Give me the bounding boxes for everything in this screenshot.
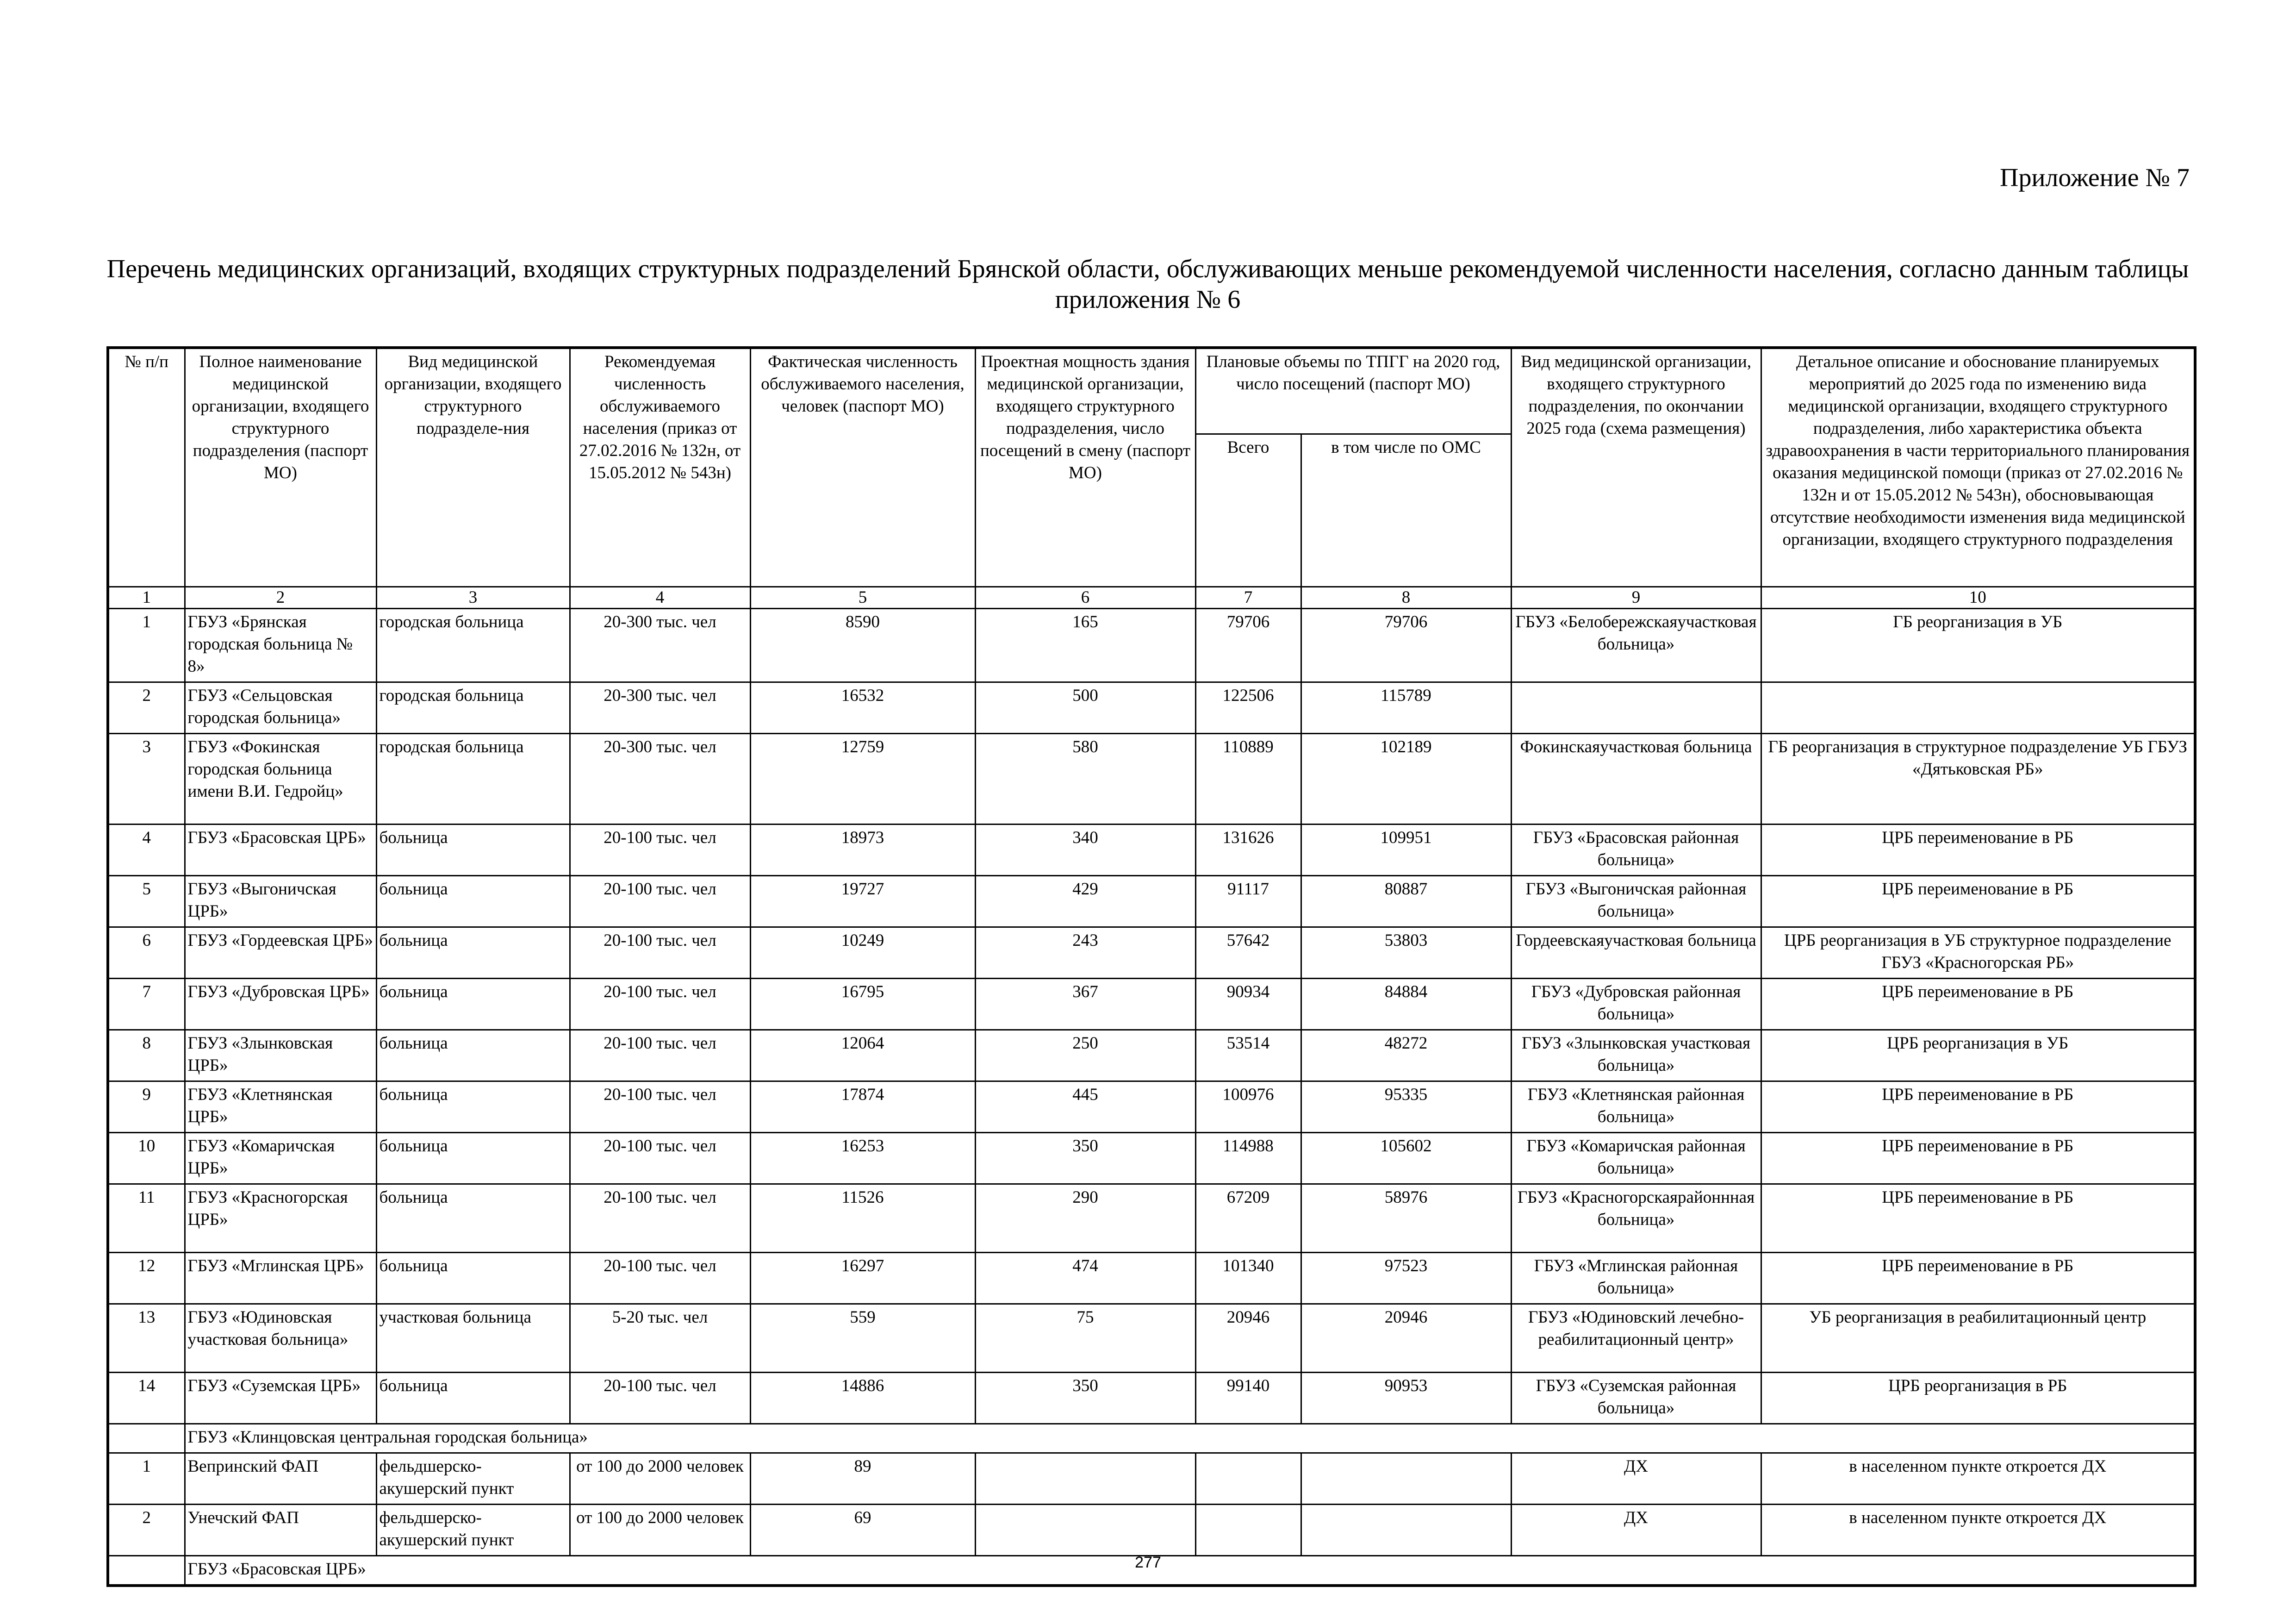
cell-description: ЦРБ переименование в РБ (1761, 1081, 2195, 1133)
column-numbers-row (108, 587, 2195, 609)
cell-description: ЦРБ переименование в РБ (1761, 1253, 2195, 1304)
cell-type: городская больница (376, 682, 570, 734)
cell-actual: 17874 (750, 1081, 975, 1133)
table-row (108, 1505, 2195, 1556)
header-planned: Плановые объемы по ТПГГ на 2020 год, число посещений (паспорт МО) (1195, 348, 1511, 434)
header-planned-total: Всего (1195, 434, 1301, 587)
header-name: Полное наименование медицинской организации, входящего структурного подразделения (паспорт МО) (185, 348, 376, 587)
cell-type: больница (376, 979, 570, 1030)
column-number: 5 (750, 587, 975, 609)
cell-type-2025: ГБУЗ «Мглинская районная больница» (1511, 1253, 1761, 1304)
cell-total: 99140 (1195, 1373, 1301, 1424)
cell-capacity: 250 (975, 1030, 1195, 1081)
cell-name: ГБУЗ «Сельцовская городская больница» (185, 682, 376, 734)
cell-oms: 90953 (1301, 1373, 1511, 1424)
cell-actual: 11526 (750, 1184, 975, 1253)
cell-type: городская больница (376, 734, 570, 824)
cell-description: ГБ реорганизация в структурное подразделение УБ ГБУЗ «Дятьковская РБ» (1761, 734, 2195, 824)
cell-type: больница (376, 1373, 570, 1424)
cell-actual: 16532 (750, 682, 975, 734)
cell-type: больница (376, 1133, 570, 1184)
cell-description: ЦРБ реорганизация в УБ (1761, 1030, 2195, 1081)
cell-name: Вепринский ФАП (185, 1453, 376, 1505)
cell-recommended: 20-300 тыс. чел (570, 609, 750, 682)
cell-description: ЦРБ переименование в РБ (1761, 1133, 2195, 1184)
cell-oms: 109951 (1301, 824, 1511, 876)
header-type: Вид медицинской организации, входящего структурного подразделе-ния (376, 348, 570, 587)
cell-capacity (975, 1505, 1195, 1556)
cell-recommended: 20-100 тыс. чел (570, 1253, 750, 1304)
cell-total (1195, 1453, 1301, 1505)
cell-total: 122506 (1195, 682, 1301, 734)
table-row (108, 1184, 2195, 1253)
cell-type-2025: ГБУЗ «Выгоничская районная больница» (1511, 876, 1761, 927)
cell-total: 100976 (1195, 1081, 1301, 1133)
section-number-cell (108, 1424, 185, 1453)
header-no: № п/п (108, 348, 185, 587)
cell-type: больница (376, 1253, 570, 1304)
header-row (108, 348, 2195, 434)
header-actual: Фактическая численность обслуживаемого населения, человек (паспорт МО) (750, 348, 975, 587)
cell-no: 4 (108, 824, 185, 876)
cell-name: ГБУЗ «Дубровская ЦРБ» (185, 979, 376, 1030)
cell-capacity: 500 (975, 682, 1195, 734)
cell-total: 101340 (1195, 1253, 1301, 1304)
cell-total: 57642 (1195, 927, 1301, 979)
section-row (108, 1424, 2195, 1453)
table-row (108, 609, 2195, 682)
cell-actual: 16795 (750, 979, 975, 1030)
table-row (108, 824, 2195, 876)
cell-type: больница (376, 1184, 570, 1253)
column-number: 6 (975, 587, 1195, 609)
cell-recommended: 20-100 тыс. чел (570, 979, 750, 1030)
cell-no: 6 (108, 927, 185, 979)
cell-no: 8 (108, 1030, 185, 1081)
cell-total: 90934 (1195, 979, 1301, 1030)
cell-description: ЦРБ переименование в РБ (1761, 824, 2195, 876)
cell-type-2025: Фокинскаяучастковая больница (1511, 734, 1761, 824)
header-capacity: Проектная мощность здания медицинской организации, входящего структурного подразделения, число посещений в смену (паспорт МО) (975, 348, 1195, 587)
cell-capacity: 367 (975, 979, 1195, 1030)
cell-type: фельдшерско-акушерский пункт (376, 1505, 570, 1556)
cell-capacity: 165 (975, 609, 1195, 682)
cell-type: городская больница (376, 609, 570, 682)
table-row (108, 682, 2195, 734)
cell-recommended: 20-100 тыс. чел (570, 1373, 750, 1424)
cell-type-2025: ГБУЗ «Красногорскаярайоннная больница» (1511, 1184, 1761, 1253)
column-number: 4 (570, 587, 750, 609)
cell-capacity: 75 (975, 1304, 1195, 1373)
cell-capacity: 580 (975, 734, 1195, 824)
cell-no: 1 (108, 609, 185, 682)
cell-oms: 115789 (1301, 682, 1511, 734)
cell-capacity: 350 (975, 1373, 1195, 1424)
cell-actual: 8590 (750, 609, 975, 682)
cell-name: ГБУЗ «Клетнянская ЦРБ» (185, 1081, 376, 1133)
cell-oms: 97523 (1301, 1253, 1511, 1304)
cell-type: участковая больница (376, 1304, 570, 1373)
cell-actual: 10249 (750, 927, 975, 979)
table-row (108, 1030, 2195, 1081)
cell-no: 2 (108, 682, 185, 734)
cell-oms: 84884 (1301, 979, 1511, 1030)
cell-type-2025: ГБУЗ «Брасовская районная больница» (1511, 824, 1761, 876)
cell-capacity: 350 (975, 1133, 1195, 1184)
cell-recommended: 20-300 тыс. чел (570, 734, 750, 824)
cell-type: больница (376, 927, 570, 979)
column-number: 2 (185, 587, 376, 609)
cell-description: ЦРБ реорганизация в УБ структурное подразделение ГБУЗ «Красногорская РБ» (1761, 927, 2195, 979)
cell-total: 114988 (1195, 1133, 1301, 1184)
cell-capacity: 243 (975, 927, 1195, 979)
appendix-label: Приложение № 7 (2000, 163, 2190, 192)
cell-oms (1301, 1453, 1511, 1505)
cell-no: 1 (108, 1453, 185, 1505)
cell-type: больница (376, 1030, 570, 1081)
cell-actual: 69 (750, 1505, 975, 1556)
cell-actual: 18973 (750, 824, 975, 876)
cell-name: ГБУЗ «Юдиновская участковая больница» (185, 1304, 376, 1373)
cell-no: 3 (108, 734, 185, 824)
cell-type: фельдшерско-акушерский пункт (376, 1453, 570, 1505)
cell-actual: 12759 (750, 734, 975, 824)
cell-description: в населенном пункте откроется ДХ (1761, 1505, 2195, 1556)
cell-no: 12 (108, 1253, 185, 1304)
cell-name: ГБУЗ «Красногорская ЦРБ» (185, 1184, 376, 1253)
cell-actual: 12064 (750, 1030, 975, 1081)
table-body (108, 587, 2195, 1586)
table-row (108, 1373, 2195, 1424)
document-title: Перечень медицинских организаций, входящих структурных подразделений Брянской области, обслуживающих меньше рекомендуемой численности населения, согласно данным таблицы приложения № 6 (106, 255, 2189, 314)
cell-capacity (975, 1453, 1195, 1505)
cell-no: 5 (108, 876, 185, 927)
column-number: 1 (108, 587, 185, 609)
cell-name: ГБУЗ «Злынковская ЦРБ» (185, 1030, 376, 1081)
cell-actual: 19727 (750, 876, 975, 927)
cell-oms: 53803 (1301, 927, 1511, 979)
section-title: ГБУЗ «Клинцовская центральная городская больница» (185, 1424, 2195, 1453)
cell-no: 7 (108, 979, 185, 1030)
cell-type: больница (376, 824, 570, 876)
cell-total: 110889 (1195, 734, 1301, 824)
cell-recommended: 20-100 тыс. чел (570, 1133, 750, 1184)
cell-recommended: 20-100 тыс. чел (570, 1081, 750, 1133)
cell-oms: 80887 (1301, 876, 1511, 927)
cell-type: больница (376, 876, 570, 927)
cell-oms: 105602 (1301, 1133, 1511, 1184)
cell-name: ГБУЗ «Мглинская ЦРБ» (185, 1253, 376, 1304)
cell-name: Унечский ФАП (185, 1505, 376, 1556)
organizations-table (106, 346, 2196, 1587)
cell-actual: 14886 (750, 1373, 975, 1424)
cell-no: 14 (108, 1373, 185, 1424)
header-planned-oms: в том числе по ОМС (1301, 434, 1511, 587)
cell-description (1761, 682, 2195, 734)
page-number: 277 (1135, 1554, 1161, 1571)
cell-type-2025: ГБУЗ «Юдиновский лечебно-реабилитационный центр» (1511, 1304, 1761, 1373)
cell-type-2025: ГБУЗ «Белобережскаяучастковая больница» (1511, 609, 1761, 682)
cell-description: ГБ реорганизация в УБ (1761, 609, 2195, 682)
header-description: Детальное описание и обоснование планируемых мероприятий до 2025 года по изменению вида медицинской организации, входящего структурного подразделения, либо характеристика объекта здравоохранения в части территориального планирования оказания медицинской помощи (приказ от 27.02.2016 № 132н и от 15.05.2012 № 543н), обосновывающая отсутствие необходимости изменения вида медицинской организации, входящего структурного подразделения (1761, 348, 2195, 587)
cell-description: ЦРБ переименование в РБ (1761, 876, 2195, 927)
table-row (108, 1253, 2195, 1304)
cell-total: 53514 (1195, 1030, 1301, 1081)
column-number: 9 (1511, 587, 1761, 609)
cell-oms: 58976 (1301, 1184, 1511, 1253)
cell-capacity: 445 (975, 1081, 1195, 1133)
column-number: 7 (1195, 587, 1301, 609)
cell-total (1195, 1505, 1301, 1556)
cell-name: ГБУЗ «Фокинская городская больница имени В.И. Гедройц» (185, 734, 376, 824)
table-row (108, 1081, 2195, 1133)
cell-oms: 20946 (1301, 1304, 1511, 1373)
cell-description: ЦРБ реорганизация в РБ (1761, 1373, 2195, 1424)
cell-actual: 16297 (750, 1253, 975, 1304)
cell-recommended: 20-100 тыс. чел (570, 824, 750, 876)
cell-no: 2 (108, 1505, 185, 1556)
column-number: 3 (376, 587, 570, 609)
cell-actual: 559 (750, 1304, 975, 1373)
cell-type-2025: ГБУЗ «Злынковская участковая больница» (1511, 1030, 1761, 1081)
cell-description: УБ реорганизация в реабилитационный центр (1761, 1304, 2195, 1373)
cell-total: 20946 (1195, 1304, 1301, 1373)
table-row (108, 734, 2195, 824)
table-row (108, 979, 2195, 1030)
cell-name: ГБУЗ «Брасовская ЦРБ» (185, 824, 376, 876)
cell-oms: 48272 (1301, 1030, 1511, 1081)
cell-description: в населенном пункте откроется ДХ (1761, 1453, 2195, 1505)
cell-capacity: 429 (975, 876, 1195, 927)
column-number: 8 (1301, 587, 1511, 609)
cell-recommended: от 100 до 2000 человек (570, 1453, 750, 1505)
cell-type-2025: Гордеевскаяучастковая больница (1511, 927, 1761, 979)
cell-recommended: 20-100 тыс. чел (570, 876, 750, 927)
table-row (108, 876, 2195, 927)
header-recommended: Рекомендуемая численность обслуживаемого населения (приказ от 27.02.2016 № 132н, от 15.05.2012 № 543н) (570, 348, 750, 587)
cell-type-2025 (1511, 682, 1761, 734)
cell-capacity: 290 (975, 1184, 1195, 1253)
cell-no: 9 (108, 1081, 185, 1133)
cell-actual: 16253 (750, 1133, 975, 1184)
cell-type-2025: ДХ (1511, 1453, 1761, 1505)
column-number: 10 (1761, 587, 2195, 609)
cell-type: больница (376, 1081, 570, 1133)
cell-capacity: 340 (975, 824, 1195, 876)
cell-oms: 95335 (1301, 1081, 1511, 1133)
cell-name: ГБУЗ «Суземская ЦРБ» (185, 1373, 376, 1424)
cell-name: ГБУЗ «Выгоничская ЦРБ» (185, 876, 376, 927)
table-row (108, 1453, 2195, 1505)
table-row (108, 1304, 2195, 1373)
cell-recommended: 20-300 тыс. чел (570, 682, 750, 734)
cell-recommended: 20-100 тыс. чел (570, 927, 750, 979)
cell-recommended: 5-20 тыс. чел (570, 1304, 750, 1373)
cell-name: ГБУЗ «Брянская городская больница № 8» (185, 609, 376, 682)
cell-type-2025: ГБУЗ «Комаричская районная больница» (1511, 1133, 1761, 1184)
cell-recommended: 20-100 тыс. чел (570, 1184, 750, 1253)
cell-actual: 89 (750, 1453, 975, 1505)
cell-description: ЦРБ переименование в РБ (1761, 979, 2195, 1030)
cell-total: 131626 (1195, 824, 1301, 876)
cell-no: 13 (108, 1304, 185, 1373)
cell-type-2025: ГБУЗ «Клетнянская районная больница» (1511, 1081, 1761, 1133)
section-title: ГБУЗ «Брасовская ЦРБ» (185, 1556, 2195, 1586)
cell-total: 91117 (1195, 876, 1301, 927)
cell-oms: 102189 (1301, 734, 1511, 824)
table-row (108, 927, 2195, 979)
cell-no: 10 (108, 1133, 185, 1184)
cell-capacity: 474 (975, 1253, 1195, 1304)
table-row (108, 1133, 2195, 1184)
cell-recommended: от 100 до 2000 человек (570, 1505, 750, 1556)
cell-name: ГБУЗ «Комаричская ЦРБ» (185, 1133, 376, 1184)
cell-no: 11 (108, 1184, 185, 1253)
cell-oms: 79706 (1301, 609, 1511, 682)
cell-type-2025: ГБУЗ «Дубровская районная больница» (1511, 979, 1761, 1030)
cell-recommended: 20-100 тыс. чел (570, 1030, 750, 1081)
cell-description: ЦРБ переименование в РБ (1761, 1184, 2195, 1253)
cell-type-2025: ДХ (1511, 1505, 1761, 1556)
cell-total: 67209 (1195, 1184, 1301, 1253)
cell-oms (1301, 1505, 1511, 1556)
cell-total: 79706 (1195, 609, 1301, 682)
cell-name: ГБУЗ «Гордеевская ЦРБ» (185, 927, 376, 979)
cell-type-2025: ГБУЗ «Суземская районная больница» (1511, 1373, 1761, 1424)
header-type-2025: Вид медицинской организации, входящего структурного подразделения, по окончании 2025 года (схема размещения) (1511, 348, 1761, 587)
